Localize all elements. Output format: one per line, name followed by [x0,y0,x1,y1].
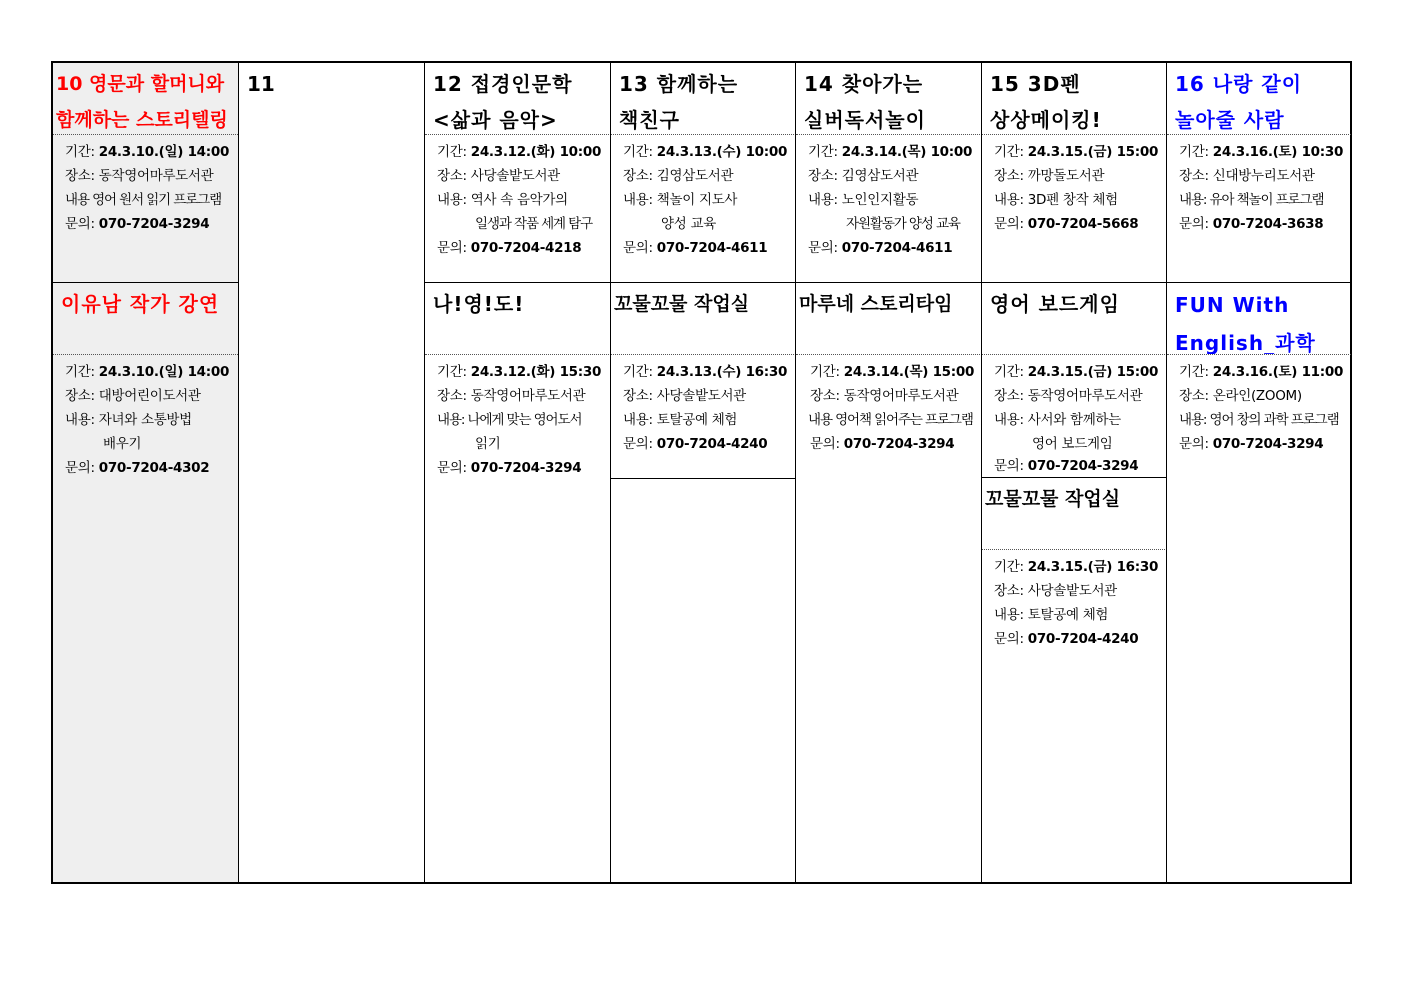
detail-row-contact: 문의: 070-7204-3294 [1179,436,1324,452]
detail-row-contact: 문의: 070-7204-4611 [808,240,953,256]
detail-row-contact: 문의: 070-7204-4302 [65,460,210,476]
detail-row-continued: 양성 교육 [661,216,716,232]
detail-row-place: 장소: 사당솔밭도서관 [437,168,560,184]
detail-row-period: 기간: 24.3.16.(토) 11:00 [1179,364,1344,380]
detail-row-contact: 문의: 070-7204-3294 [65,216,210,232]
detail-row-place: 장소: 동작영어마루도서관 [437,388,586,404]
detail-row-place: 장소: 사당솔밭도서관 [994,583,1117,599]
day-column-15 [981,63,1167,882]
detail-row-content: 내용 영어책 읽어주는 프로그램 [808,412,973,428]
event-details [425,355,611,480]
event-title: 나!영!도! [425,283,611,355]
event-title: 꼬물꼬물 작업실 [982,478,1167,550]
detail-row-period: 기간: 24.3.14.(목) 15:00 [810,364,975,380]
detail-row-place: 장소: 동작영어마루도서관 [65,168,214,184]
event-card[interactable] [611,63,796,283]
detail-row-period: 기간: 24.3.15.(금) 15:00 [994,364,1159,380]
detail-row-place: 장소: 사당솔밭도서관 [623,388,746,404]
event-title: 13 함께하는 책친구 [611,63,796,135]
event-card[interactable] [1167,283,1351,456]
event-title: 10 영문과 할머니와 함께하는 스토리텔링 [53,63,238,135]
detail-row-contact: 문의: 070-7204-4240 [623,436,768,452]
event-title: 16 나랑 같이 놀아줄 사람 [1167,63,1351,135]
detail-row-period: 기간: 24.3.14.(목) 10:00 [808,144,973,160]
detail-row-continued: 일생과 작품 세계 탐구 [475,216,593,232]
detail-row-period: 기간: 24.3.15.(금) 15:00 [994,144,1159,160]
event-card[interactable] [53,63,238,283]
detail-row-content: 내용: 토탈공예 체험 [623,412,738,428]
detail-row-period: 기간: 24.3.13.(수) 10:00 [623,144,788,160]
detail-row-period: 기간: 24.3.12.(화) 15:30 [437,364,602,380]
detail-row-content: 내용: 나에게 맞는 영어도서 [437,412,582,428]
detail-row-contact: 문의: 070-7204-3294 [810,436,955,452]
detail-row-content: 내용: 토탈공예 체험 [994,607,1109,623]
event-card[interactable] [425,283,611,480]
detail-row-place: 장소: 김영삼도서관 [808,168,919,184]
day-column-11 [238,63,425,882]
event-title: 꼬물꼬물 작업실 [611,283,796,355]
detail-row-content: 내용: 역사 속 음악가의 [437,192,568,208]
event-card[interactable] [982,283,1167,478]
event-details [982,550,1167,651]
event-title: 15 3D펜 상상메이킹! [982,63,1167,135]
event-card[interactable] [796,283,982,456]
detail-row-content: 내용: 영어 창의 과학 프로그램 [1179,412,1339,428]
event-details [982,355,1167,476]
event-title: FUN With English_과학 [1167,283,1351,355]
weekly-event-calendar [51,61,1352,884]
event-details [796,355,982,456]
event-title: 영어 보드게임 [982,283,1167,355]
detail-row-continued: 자원활동가 양성 교육 [846,216,960,232]
event-title: 마루네 스토리타임 [796,283,982,355]
event-details [1167,135,1351,236]
day-column-13 [610,63,796,882]
detail-row-contact: 문의: 070-7204-4218 [437,240,582,256]
detail-row-content: 내용: 노인인지활동 [808,192,919,208]
event-card[interactable] [425,63,611,283]
event-details [425,135,611,260]
detail-row-place: 장소: 동작영어마루도서관 [994,388,1143,404]
detail-row-continued: 읽기 [475,436,501,452]
detail-row-place: 장소: 온라인(ZOOM) [1179,388,1302,404]
detail-row-contact: 문의: 070-7204-5668 [994,216,1139,232]
event-card[interactable] [982,63,1167,283]
detail-row-continued: 영어 보드게임 [1032,436,1113,452]
day-column-16 [1166,63,1351,882]
event-details [611,135,796,260]
detail-row-period: 기간: 24.3.15.(금) 16:30 [994,559,1159,575]
detail-row-continued: 배우기 [103,436,142,452]
event-details [796,135,982,260]
detail-row-place: 장소: 신대방누리도서관 [1179,168,1315,184]
day-column-12 [424,63,611,882]
event-details [53,355,238,480]
event-details [611,355,796,456]
detail-row-place: 장소: 동작영어마루도서관 [810,388,959,404]
detail-row-contact: 문의: 070-7204-3638 [1179,216,1324,232]
event-card[interactable] [1167,63,1351,283]
detail-row-contact: 문의: 070-7204-4240 [994,631,1139,647]
detail-row-contact: 문의: 070-7204-4611 [623,240,768,256]
detail-row-place: 장소: 까망돌도서관 [994,168,1105,184]
detail-row-content: 내용: 자녀와 소통방법 [65,412,192,428]
event-details [1167,355,1351,456]
detail-row-place: 장소: 김영삼도서관 [623,168,734,184]
event-card[interactable] [982,478,1167,651]
event-card[interactable] [53,283,238,480]
detail-row-content: 내용 영어 원서 읽기 프로그램 [65,192,222,208]
detail-row-period: 기간: 24.3.12.(화) 10:00 [437,144,602,160]
event-details [982,135,1167,236]
detail-row-period: 기간: 24.3.16.(토) 10:30 [1179,144,1344,160]
detail-row-content: 내용: 유아 책놀이 프로그램 [1179,192,1324,208]
event-details [53,135,238,236]
event-title: 이유남 작가 강연 [53,283,238,355]
event-card[interactable] [611,283,796,479]
detail-row-place: 장소: 대방어린이도서관 [65,388,201,404]
event-title: 12 접경인문학 <삶과 음악> [425,63,611,135]
detail-row-content: 내용: 책놀이 지도사 [623,192,738,208]
detail-row-content: 내용: 사서와 함께하는 [994,412,1121,428]
detail-row-period: 기간: 24.3.10.(일) 14:00 [65,144,230,160]
detail-row-contact: 문의: 070-7204-3294 [437,460,582,476]
detail-row-period: 기간: 24.3.13.(수) 16:30 [623,364,788,380]
day-number: 11 [247,72,275,96]
detail-row-period: 기간: 24.3.10.(일) 14:00 [65,364,230,380]
detail-row-content: 내용: 3D펜 창작 체험 [994,192,1118,208]
event-title: 14 찾아가는 실버독서놀이 [796,63,982,135]
event-card[interactable] [796,63,982,283]
day-column-10 [53,63,238,882]
detail-row-contact: 문의: 070-7204-3294 [994,458,1139,474]
day-column-14 [795,63,982,882]
